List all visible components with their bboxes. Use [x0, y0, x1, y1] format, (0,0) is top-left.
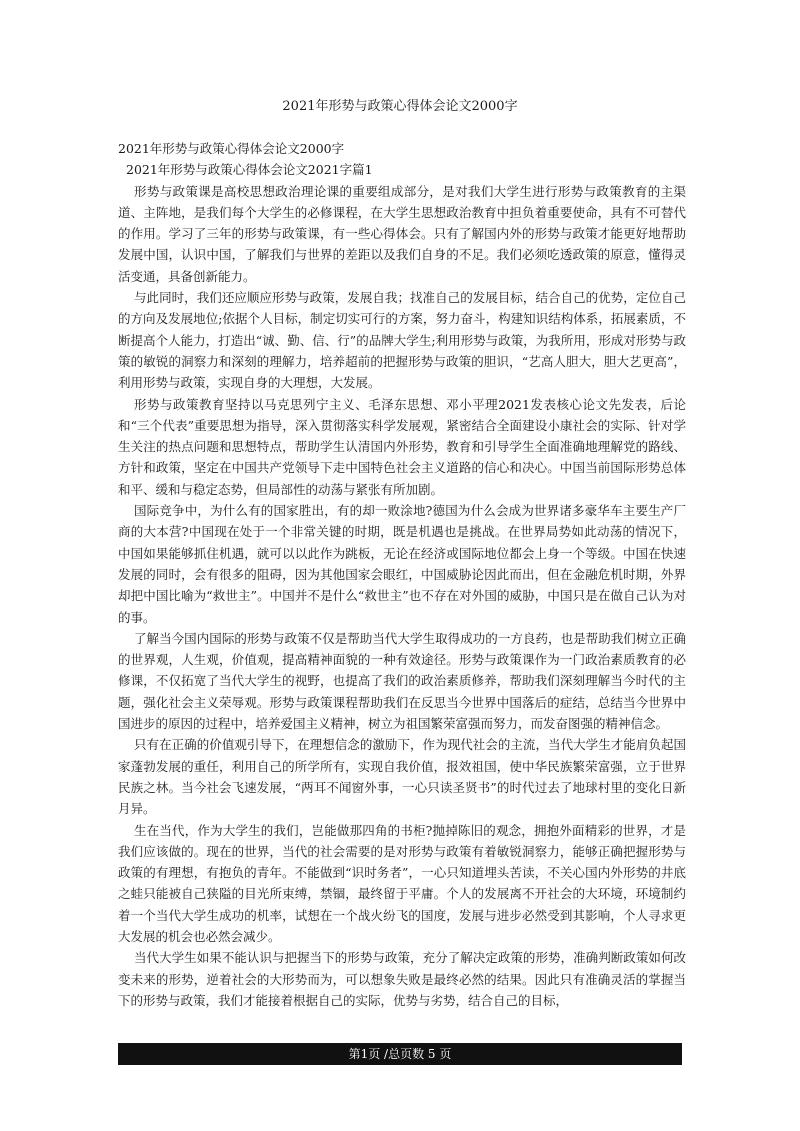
paragraph: 了解当今国内国际的形势与政策不仅是帮助当代大学生取得成功的一方良药，也是帮助我们树立正确的世界观，人生观，价值观，提高精神面貌的一种有效途径。形势与政策课作为一门政治素质教育的必修课，不仅拓宽了当代大学生的视野，也提高了我们的政治素质修养，帮助我们深刻理解当今时代的主题，强化社会主义荣辱观。形势与政策课程帮助我们在反思当今世界中国落后的症结，总结当今世界中国进步的原因的过程中，培养爱国主义精神，树立为祖国繁荣富强而努力，而发奋图强的精神信念。 [118, 630, 686, 732]
paragraph: 只有在正确的价值观引导下，在理想信念的激励下，作为现代社会的主流，当代大学生才能肩负起国家蓬勃发展的重任，利用自己的所学所有，实现自我价值，报效祖国，使中华民族繁荣富强，立于世界民族之林。当今社会飞速发展，“两耳不闻窗外事，一心只读圣贤书”的时代过去了地球村里的变化日新月异。 [118, 737, 686, 817]
paragraph: 生在当代，作为大学生的我们，岂能做那四角的书柜?抛掉陈旧的观念，拥抱外面精彩的世界，才是我们应该做的。现在的世界，当代的社会需要的是对形势与政策有着敏锐洞察力，能够正确把握形势与政策的有理想，有抱负的青年。不能做到“识时务者”，一心只知道埋头苦读，不关心国内外形势的井底之蛙只能被自己狭隘的目光所束缚，禁锢，最终留于平庸。个人的发展离不开社会的大环境，环境制约着一个当代大学生成功的机率，试想在一个战火纷飞的国度，发展与进步必然受到其影响，个人寻求更大发展的机会也必然会减少。 [118, 822, 686, 944]
paragraph: 国际竞争中，为什么有的国家胜出，有的却一败涂地?德国为什么会成为世界诸多豪华车主要生产厂商的大本营?中国现在处于一个非常关键的时期，既是机遇也是挑战。在世界局势如此动荡的情况下，中国如果能够抓住机遇，就可以以此作为跳板，无论在经济或国际地位都会上身一个等级。中国在快速发展的同时，会有很多的阻碍，因为其他国家会眼红，中国威胁论因此而出，但在金融危机时期，外界却把中国比喻为“救世主”。中国并不是什么“救世主”也不存在对外国的威胁，中国只是在做自己认为对的事。 [118, 503, 686, 625]
page-footer-bar [118, 1043, 682, 1065]
article-heading: 2021年形势与政策心得体会论文2000字 [118, 141, 345, 156]
paragraph: 当代大学生如果不能认识与把握当下的形势与政策，充分了解决定政策的形势，准确判断政策如何改变未来的形势，逆着社会的大形势而为，可以想象失败是最终必然的结果。因此只有准确灵活的掌握当下的形势与政策，我们才能接着根据自己的实际，优势与劣势，结合自己的目标， [118, 950, 686, 1008]
document-title: 2021年形势与政策心得体会论文2000字 [282, 99, 518, 114]
page-number-label: 第1页 /总页数 5 页 [348, 1047, 452, 1061]
document-body [118, 138, 686, 1011]
paragraph: 与此同时，我们还应顺应形势与政策，发展自我；找准自己的发展目标，结合自己的优势，定位自己的方向及发展地位;依据个人目标，制定切实可行的方案，努力奋斗，构建知识结构体系，拓展素质，不断提高个人能力，打造出“诚、勤、信、行”的品牌大学生;利用形势与政策，为我所用，形成对形势与政策的敏锐的洞察力和深刻的理解力，培养超前的把握形势与政策的胆识，“艺高人胆大，胆大艺更高”，利用形势与政策，实现自身的大理想，大发展。 [118, 290, 686, 391]
paragraph: 形势与政策课是高校思想政治理论课的重要组成部分，是对我们大学生进行形势与政策教育的主渠道、主阵地，是我们每个大学生的必修课程，在大学生思想政治教育中担负着重要使命，具有不可替代的作用。学习了三年的形势与政策课，有一些心得体会。只有了解国内外的形势与政策才能更好地帮助发展中国，认识中国，了解我们与世界的差距以及我们自身的不足。我们必须吃透政策的原意，懂得灵活变通，具备创新能力。 [118, 183, 686, 284]
paragraph: 形势与政策教育坚持以马克思列宁主义、毛泽东思想、邓小平理2021发表核心论文先发表，后论和“三个代表”重要思想为指导，深入贯彻落实科学发展观，紧密结合全面建设小康社会的实际、针对学生关注的热点问题和思想特点，帮助学生认清国内外形势，教育和引导学生全面准确地理解党的路线、方针和政策，坚定在中国共产党领导下走中国特色社会主义道路的信心和决心。中国当前国际形势总体和平、缓和与稳定态势，但局部性的动荡与紧张有所加剧。 [118, 396, 686, 497]
article-subheading: 2021年形势与政策心得体会论文2021字篇1 [126, 162, 373, 178]
